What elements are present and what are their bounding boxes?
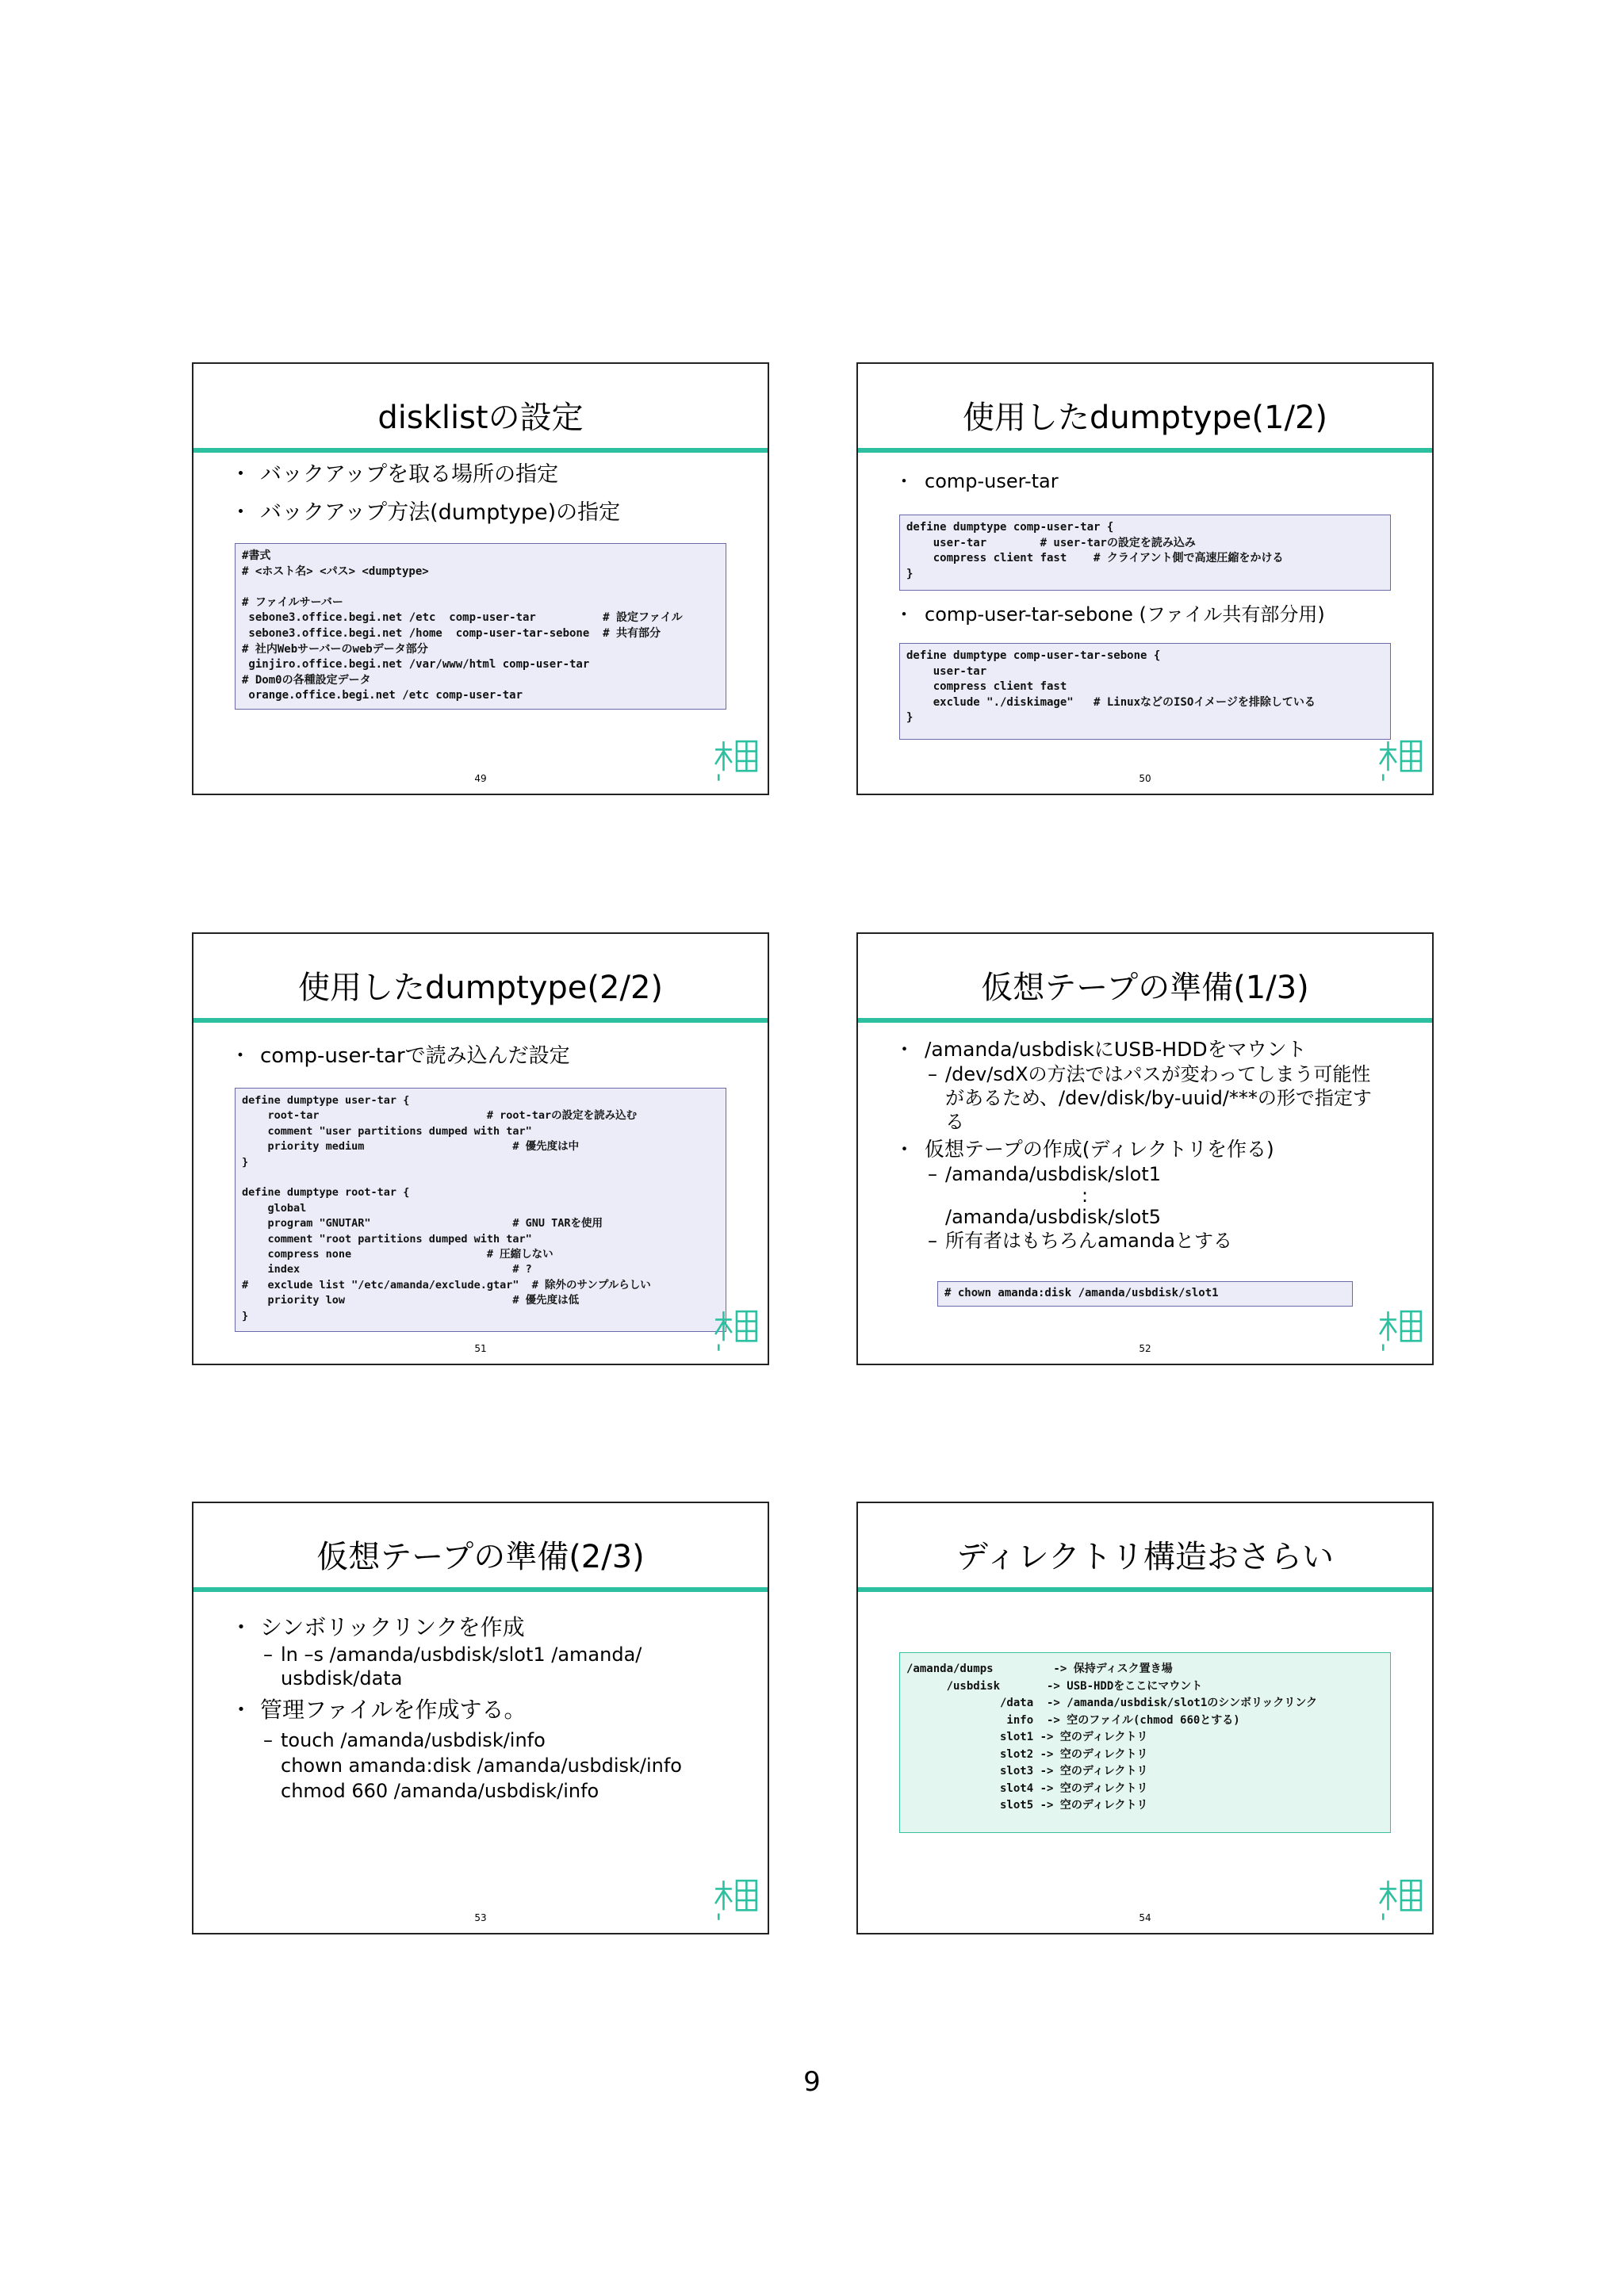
- company-logo-icon: [712, 738, 761, 787]
- bullet-item-block: [899, 600, 1413, 629]
- slide-number: 49: [474, 773, 487, 784]
- bullet-item: ・ comp-user-tar-sebone (ファイル共有部分用): [899, 600, 1413, 629]
- slide-title: ディレクトリ構造おさらい: [956, 1539, 1334, 1575]
- sub-item-continued: chmod 660 /amanda/usbdisk/info: [281, 1780, 599, 1802]
- company-logo-icon: [1377, 738, 1426, 787]
- document-page-number: 9: [803, 2066, 821, 2098]
- title-rule: [193, 1018, 768, 1023]
- bullet-item: ・ /amanda/usbdiskにUSB-HDDをマウント: [899, 1037, 1413, 1062]
- slide-number: 51: [474, 1343, 487, 1354]
- slide-title: 使用したdumptype(2/2): [297, 970, 664, 1006]
- bullet-item: ・ バックアップ方法(dumptype)の指定: [235, 499, 749, 527]
- bullet-item: ・ バックアップを取る場所の指定: [235, 461, 749, 489]
- slide-title: 使用したdumptype(1/2): [962, 400, 1328, 436]
- title-rule: [858, 448, 1432, 453]
- slide-title: 仮想テープの準備(1/3): [981, 970, 1309, 1006]
- title-rule: [193, 1587, 768, 1592]
- code-block: define dumptype comp-user-tar-sebone { user-tar compress client fast exclude "./diskimage" # LinuxなどのISOイメージを排除している }: [899, 643, 1391, 740]
- title-rule: [858, 1018, 1432, 1023]
- bullet-item: ・ シンボリックリンクを作成: [235, 1613, 749, 1643]
- code-block: #書式 # <ホスト名> <パス> <dumptype> # ファイルサーバー sebone3.office.begi.net /etc comp-user-tar # 設定ファイル sebone3.office.begi.net /home comp-user-tar-sebone # 共有部分 # 社内Webサーバーのwebデータ部分 ginjiro.office.begi.net /var/www/html comp-user-tar # Dom0の各種設定データ orange.office.begi.net /etc comp-user-tar: [235, 543, 726, 710]
- code-block: define dumptype comp-user-tar { user-tar # user-tarの設定を読み込み compress client fast # クライアント側で高速圧縮をかける }: [899, 515, 1391, 591]
- sub-item-continued: usbdisk/data: [281, 1667, 403, 1689]
- company-logo-icon: [712, 1877, 761, 1927]
- sub-item-continued: chown amanda:disk /amanda/usbdisk/info: [281, 1755, 682, 1777]
- title-rule: [193, 448, 768, 453]
- bullet-item-block: [899, 467, 1413, 496]
- bullet-list: [899, 1037, 1413, 1253]
- sub-item: – touch /amanda/usbdisk/info: [263, 1728, 749, 1752]
- bullet-item: ・ 仮想テープの作成(ディレクトリを作る): [899, 1137, 1413, 1162]
- ellipsis-text: :: [1082, 1184, 1089, 1207]
- bullet-list: [235, 461, 749, 527]
- slide-50: [856, 362, 1434, 795]
- slide-title: 仮想テープの準備(2/3): [316, 1539, 645, 1575]
- bullet-list: [235, 1042, 749, 1070]
- slide-53: [192, 1502, 769, 1934]
- slide-title: disklistの設定: [377, 400, 584, 436]
- directory-tree-block: /amanda/dumps -> 保持ディスク置き場 /usbdisk -> USB-HDDをここにマウント /data -> /amanda/usbdisk/slot1のシンボリックリンク info -> 空のファイル(chmod 660とする) slot1 -> 空のディレクトリ slot2 -> 空のディレクトリ slot3 -> 空のディレクトリ slot4 -> 空のディレクトリ slot5 -> 空のディレクトリ: [899, 1652, 1391, 1833]
- slide-54: [856, 1502, 1434, 1934]
- slide-number: 52: [1139, 1343, 1151, 1354]
- company-logo-icon: [712, 1308, 761, 1357]
- bullet-item: ・ comp-user-tar: [899, 467, 1413, 496]
- slide-number: 50: [1139, 773, 1151, 784]
- slide-number: 54: [1139, 1912, 1151, 1923]
- sub-item-continued: /amanda/usbdisk/slot5: [945, 1206, 1161, 1228]
- sub-item: – 所有者はもちろんamandaとする: [928, 1229, 1413, 1253]
- bullet-item: ・ comp-user-tarで読み込んだ設定: [235, 1042, 749, 1070]
- slide-49: [192, 362, 769, 795]
- company-logo-icon: [1377, 1308, 1426, 1357]
- bullet-item: ・ 管理ファイルを作成する。: [235, 1695, 749, 1725]
- sub-item: – /amanda/usbdisk/slot1: [928, 1162, 1413, 1186]
- slide-number: 53: [474, 1912, 487, 1923]
- company-logo-icon: [1377, 1877, 1426, 1927]
- code-block: # chown amanda:disk /amanda/usbdisk/slot1: [937, 1281, 1353, 1307]
- bullet-list: [235, 1613, 749, 1803]
- title-rule: [858, 1587, 1432, 1592]
- slide-51: [192, 932, 769, 1365]
- slide-52: [856, 932, 1434, 1365]
- sub-item: – /dev/sdXの方法ではパスが変わってしまう可能性があるため、/dev/disk/by-uuid/***の形で指定する: [928, 1062, 1389, 1134]
- sub-item: – ln –s /amanda/usbdisk/slot1 /amanda/: [263, 1643, 749, 1667]
- code-block: define dumptype user-tar { root-tar # root-tarの設定を読み込む comment "user partitions dumped with tar" priority medium # 優先度は中 } define dumptype root-tar { global program "GNUTAR" # GNU TARを使用 comment "root partitions dumped with tar" compress none # 圧縮しない index # ? # exclude list "/etc/amanda/exclude.gtar" # 除外のサンプルらしい priority low # 優先度は低 }: [235, 1088, 726, 1332]
